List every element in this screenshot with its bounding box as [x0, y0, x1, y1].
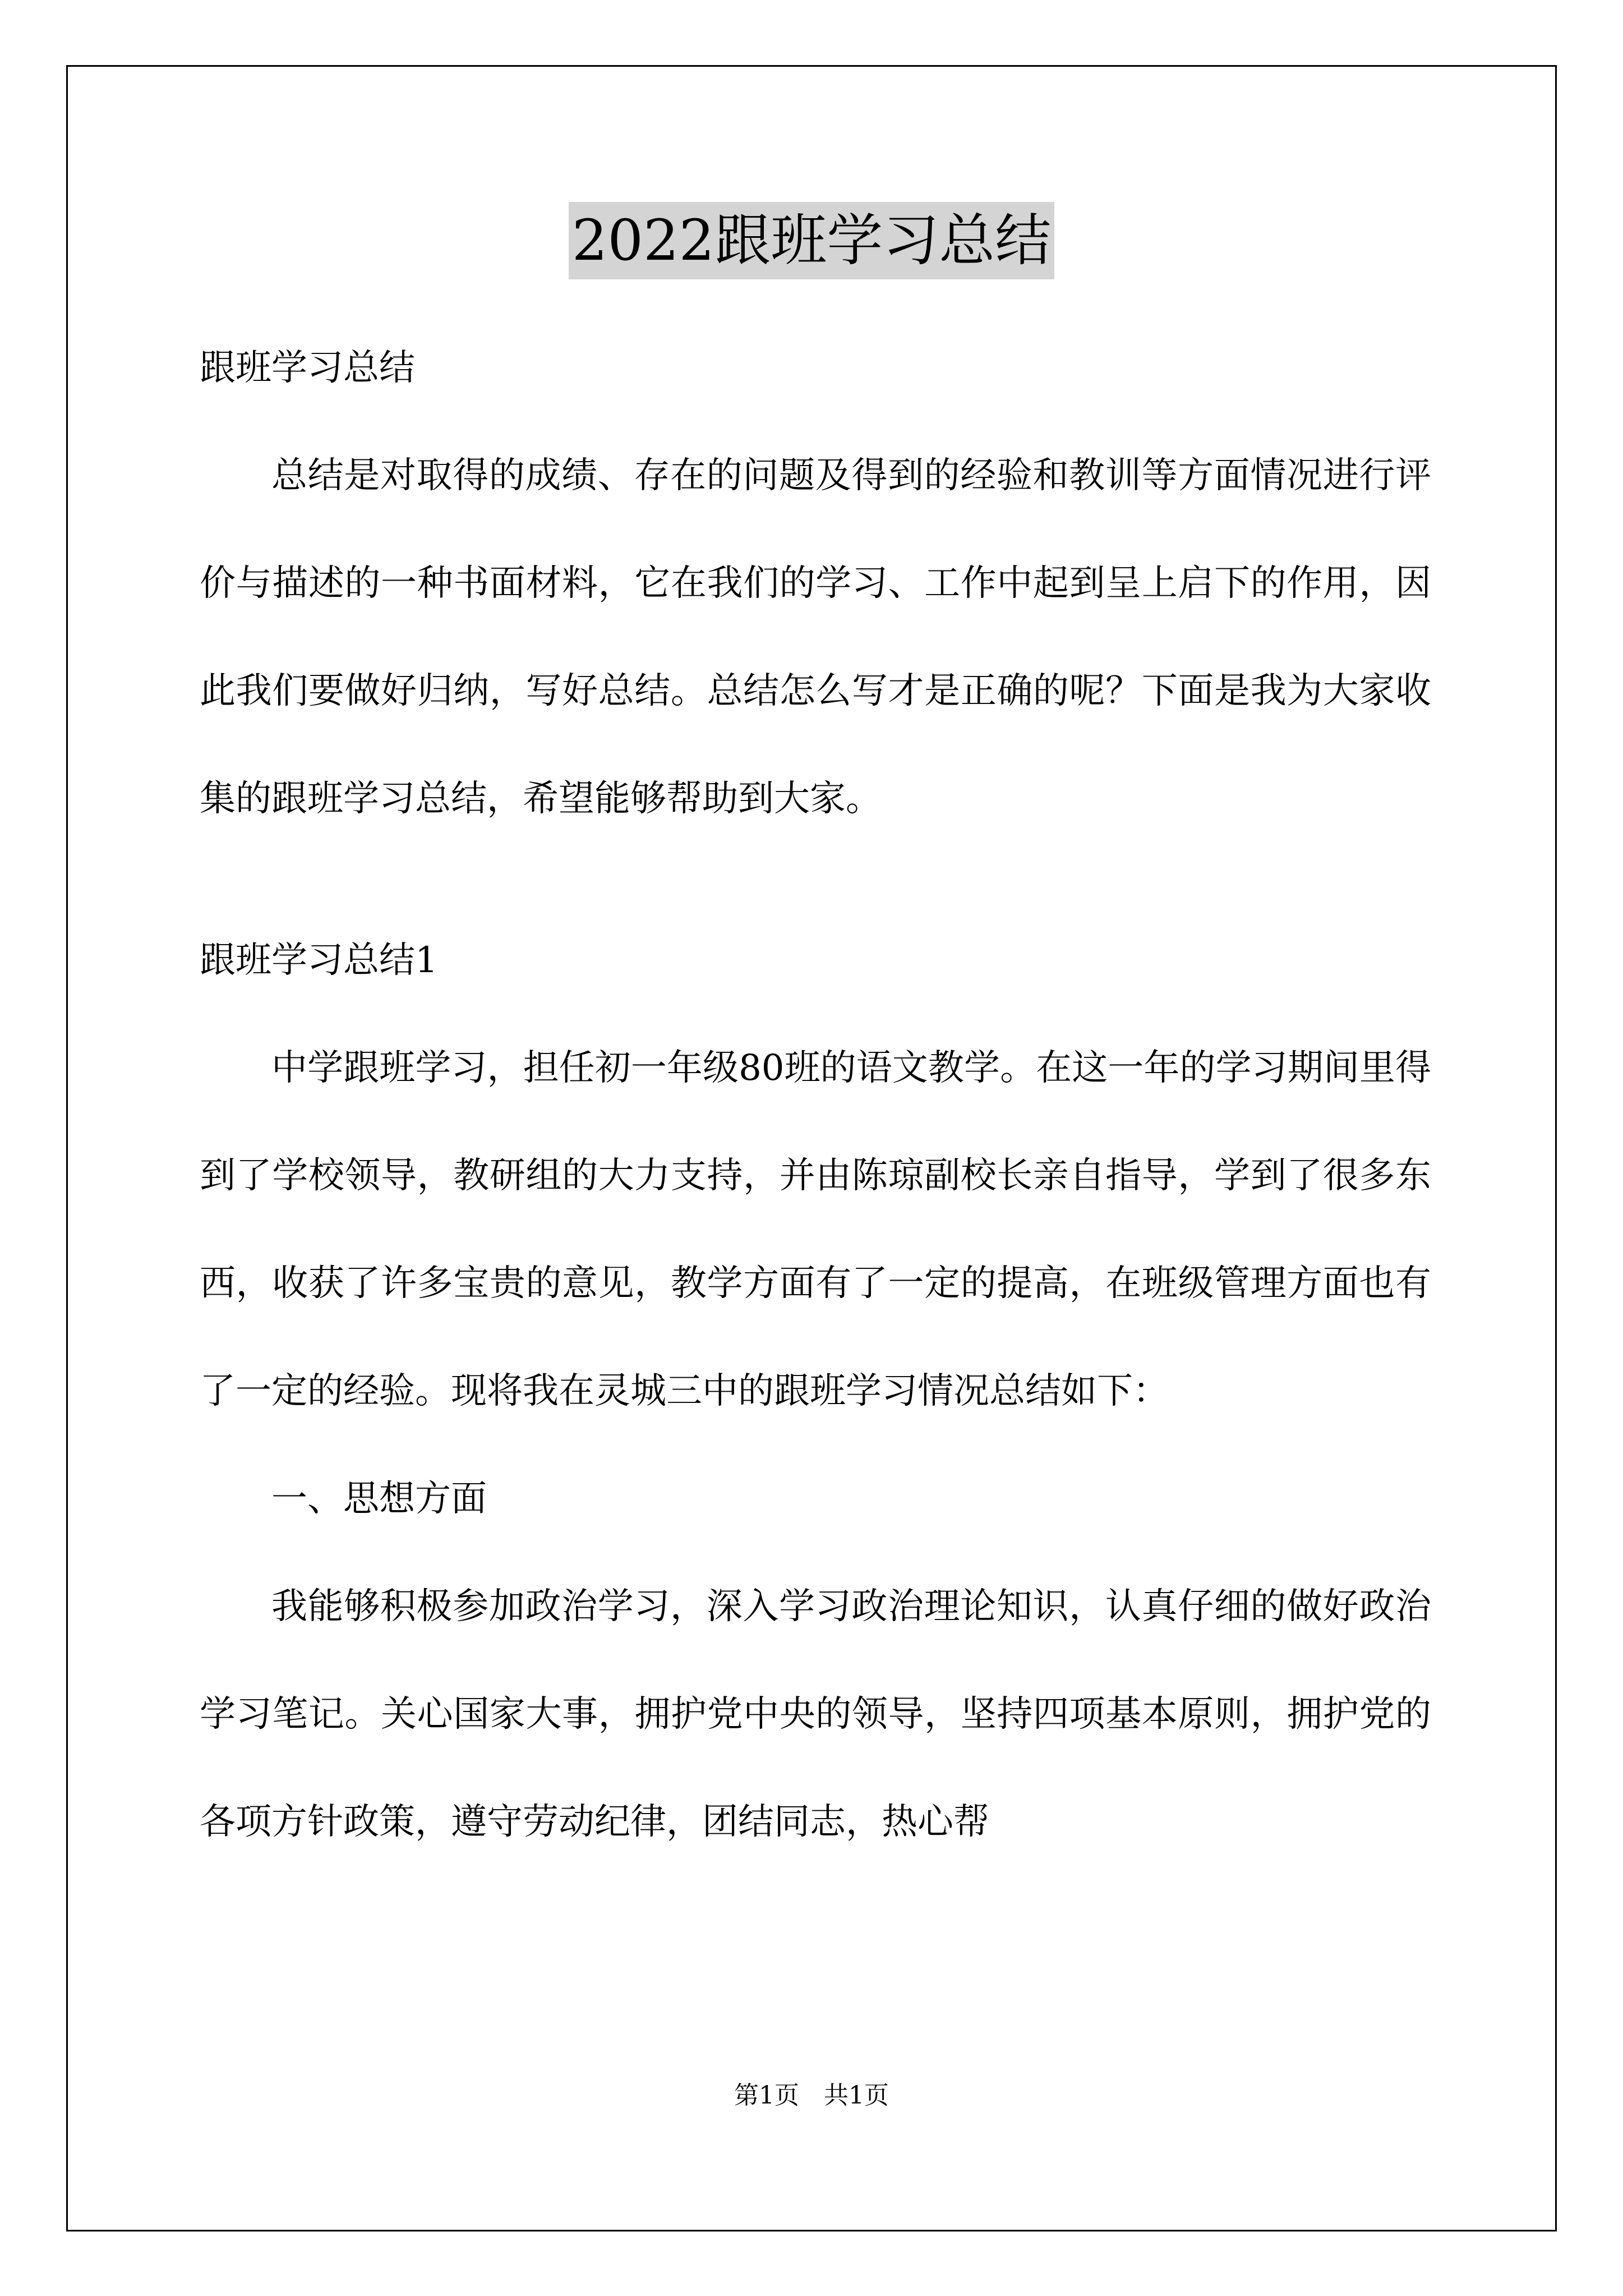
paragraph-2: 我能够积极参加政治学习，深入学习政治理论知识，认真仔细的做好政治学习笔记。关心国家大事，拥护党中央的领导，坚持四项基本原则，拥护党的各项方针政策，遵守劳动纪律，团结同志，热心帮: [200, 1586, 1431, 1843]
title-container: [0, 202, 1623, 279]
subsection-heading-thought: 一、思想方面: [271, 1478, 487, 1520]
document-body: [200, 314, 1431, 1876]
intro-paragraph: 总结是对取得的成绩、存在的问题及得到的经验和教训等方面情况进行评价与描述的一种书面材料，它在我们的学习、工作中起到呈上启下的作用，因此我们要做好归纳，写好总结。总结怎么写才是正确的呢？下面是我为大家收集的跟班学习总结，希望能够帮助到大家。: [200, 455, 1431, 820]
section-heading-1: 跟班学习总结1: [200, 940, 438, 981]
intro-heading: 跟班学习总结: [200, 347, 415, 389]
paragraph-1: 中学跟班学习，担任初一年级80班的语文教学。在这一年的学习期间里得到了学校领导，教研组的大力支持，并由陈琼副校长亲自指导，学到了很多东西，收获了许多宝贵的意见，教学方面有了一定的提高，在班级管理方面也有了一定的经验。现将我在灵城三中的跟班学习情况总结如下：: [200, 1047, 1431, 1412]
document-title: 2022跟班学习总结: [569, 202, 1055, 279]
page-footer: 第1页 共1页: [734, 2081, 889, 2110]
